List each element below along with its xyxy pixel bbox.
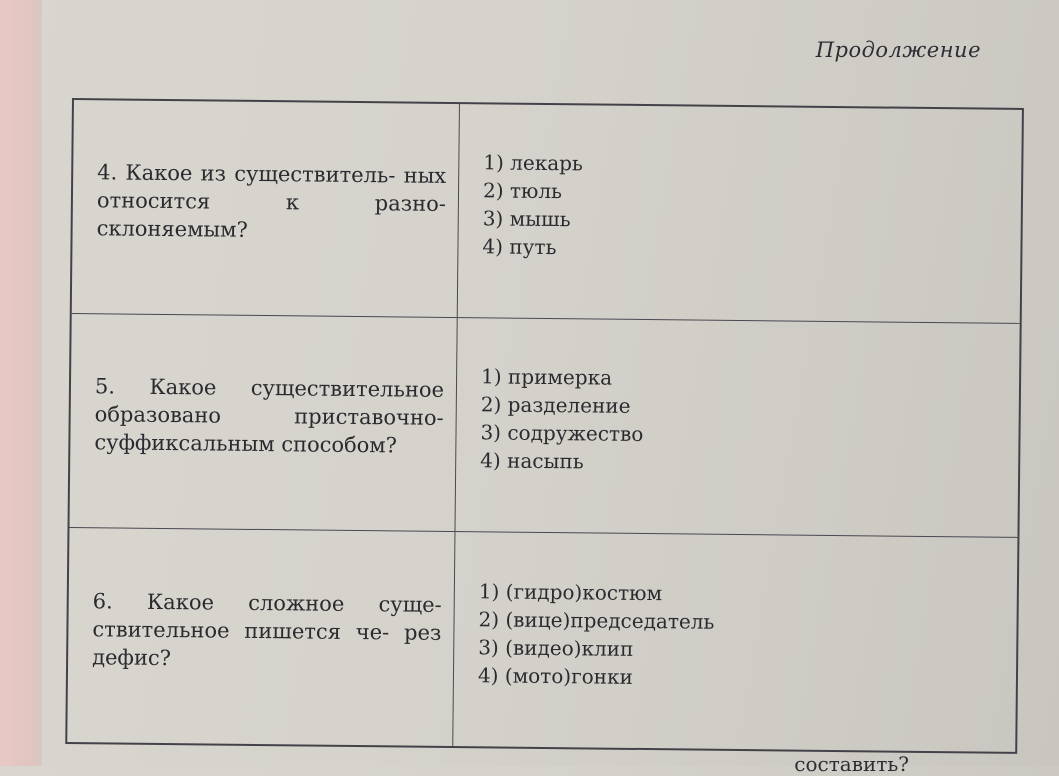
option-item: 1) лекарь [483, 150, 584, 176]
options-cell [455, 318, 1019, 537]
options-cell [458, 104, 1022, 323]
question-cell [67, 528, 455, 746]
table-row [67, 528, 1017, 752]
option-item: 1) примерка [480, 364, 613, 391]
option-item: 3) (видео)клип [478, 635, 634, 661]
option-item: 2) (вице)председатель [478, 607, 715, 634]
question-text: 5. Какое существительное образовано приставочно- суффиксальным способом? [94, 374, 445, 458]
test-table [65, 98, 1024, 754]
options-list [480, 363, 644, 477]
option-item: 2) разделение [480, 392, 631, 419]
textbook-page [42, 0, 1059, 776]
option-item: 1) (гидро)костюм [478, 579, 663, 606]
option-item: 4) путь [482, 234, 557, 260]
option-item: 3) содружество [480, 420, 644, 447]
option-item: 4) (мото)гонки [477, 663, 633, 689]
footer-text-fragment: составить? [794, 752, 909, 776]
question-text: 6. Какое сложное суще- ствительное пишется че- рез дефис? [92, 589, 442, 670]
options-list [482, 149, 583, 262]
page-edge-strip [0, 0, 42, 766]
question-text: 4. Какое из существитель- ных относится к разно- склоняемым? [96, 160, 447, 243]
table-row [69, 314, 1019, 538]
options-list [478, 577, 715, 691]
continuation-label: Продолжение [815, 38, 981, 62]
question-cell [72, 100, 460, 317]
option-item: 3) мышь [482, 206, 571, 232]
option-item: 4) насыпь [480, 448, 584, 474]
option-item: 2) тюль [482, 178, 563, 204]
question-cell [70, 314, 458, 531]
table-row [72, 100, 1022, 324]
options-cell [453, 532, 1017, 752]
